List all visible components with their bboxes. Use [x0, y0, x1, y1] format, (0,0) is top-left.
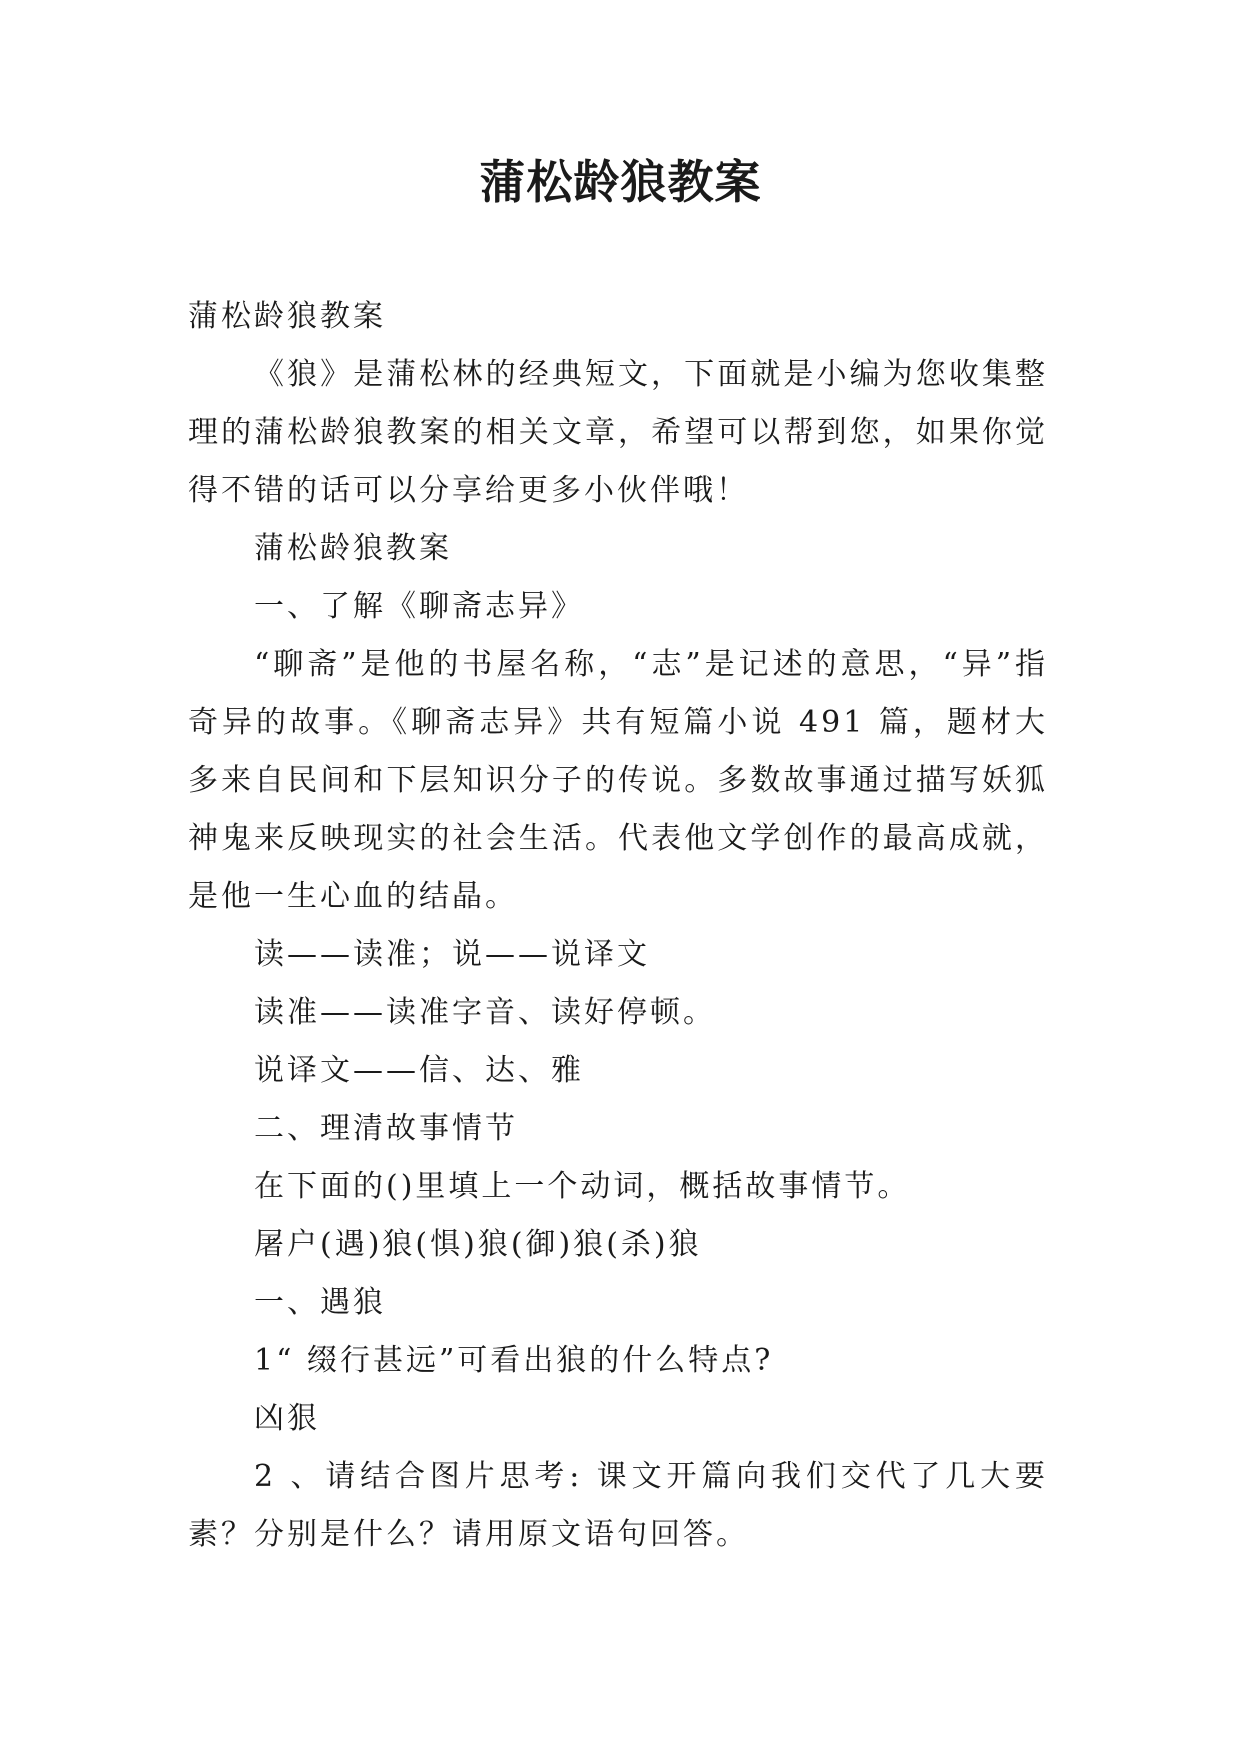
paragraph: 一、了解《聊斋志异》 [254, 589, 584, 624]
paragraph: 读——读准；说——说译文 [254, 937, 650, 972]
paragraph: 说译文——信、达、雅 [254, 1053, 584, 1088]
paragraph: 凶狠 [254, 1401, 320, 1436]
paragraph: 二、理清故事情节 [254, 1111, 518, 1146]
paragraph: 《狼》是蒲松林的经典短文，下面就是小编为您收集整理的蒲松龄狼教案的相关文章，希望可以帮到您，如果你觉得不错的话可以分享给更多小伙伴哦！ [188, 357, 1048, 508]
document-title: 蒲松龄狼教案 [479, 155, 762, 209]
paragraph: 蒲松龄狼教案 [188, 299, 386, 334]
paragraph: 蒲松龄狼教案 [254, 531, 452, 566]
paragraph: “聊斋”是他的书屋名称，“志”是记述的意思，“异”指奇异的故事。《聊斋志异》共有短篇小说 491 篇，题材大多来自民间和下层知识分子的传说。多数故事通过描写妖狐神鬼来反映现实的社会生活。代表他文学创作的最高成就，是他一生心血的结晶。 [188, 647, 1048, 914]
paragraph: 2 、请结合图片思考: 课文开篇向我们交代了几大要素？分别是什么？请用原文语句回答。 [188, 1459, 1048, 1552]
document-body [188, 288, 1048, 1564]
paragraph: 读准——读准字音、读好停顿。 [254, 995, 716, 1030]
paragraph: 在下面的()里填上一个动词，概括故事情节。 [254, 1169, 911, 1204]
paragraph: 1“ 缀行甚远”可看出狼的什么特点? [254, 1343, 774, 1378]
paragraph: 一、遇狼 [254, 1285, 386, 1320]
paragraph: 屠户(遇)狼(惧)狼(御)狼(杀)狼 [254, 1227, 702, 1262]
